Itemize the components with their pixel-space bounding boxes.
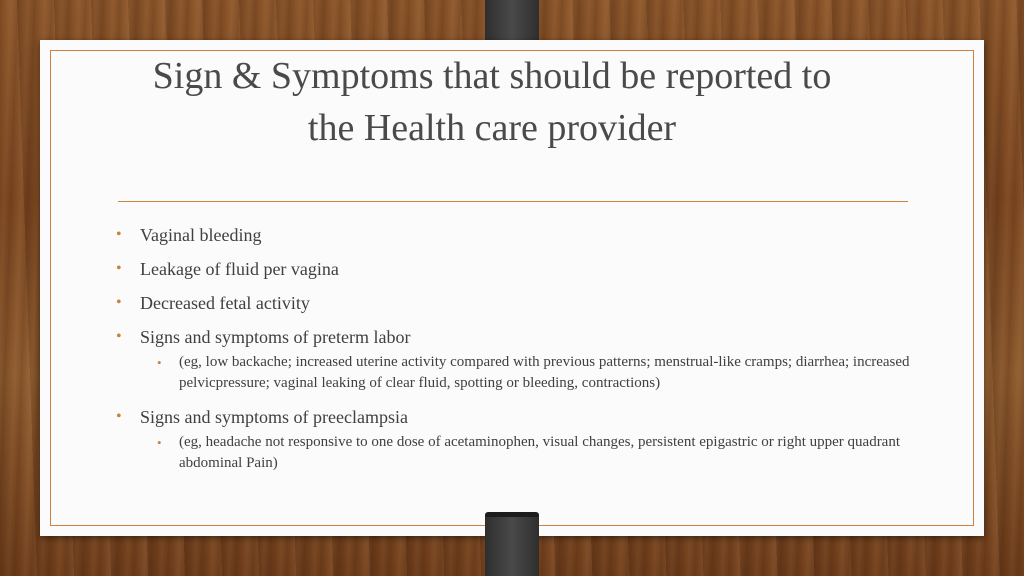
bullet-icon: • (157, 435, 162, 450)
bullet-icon: • (157, 355, 162, 370)
bullet-list (110, 212, 930, 474)
bullet-icon: • (116, 226, 122, 243)
title-line-1: Sign & Symptoms that should be reported to (152, 55, 832, 97)
list-item (110, 258, 930, 280)
list-item (110, 292, 930, 314)
bullet-icon: • (116, 328, 122, 345)
slide (40, 40, 984, 536)
title-line-2: the Health care provider (307, 107, 677, 149)
list-item-text: Decreased fetal activity (140, 293, 310, 313)
sub-list-item-text: (eg, headache not responsive to one dose of acetaminophen, visual changes, persistent epigastric or right upper quadrant abdominal Pain) (179, 434, 901, 471)
list-item (110, 224, 930, 246)
list-item-text: Signs and symptoms of preeclampsia (140, 407, 408, 427)
list-item-text: Leakage of fluid per vagina (140, 259, 339, 279)
bullet-icon: • (116, 408, 122, 425)
list-item (110, 326, 930, 394)
title-divider (118, 201, 908, 202)
list-item-text: Vaginal bleeding (140, 225, 262, 245)
list-item-text: Signs and symptoms of preterm labor (140, 327, 411, 347)
sub-list-item (140, 352, 930, 394)
list-item (110, 406, 930, 474)
sub-list-item (140, 432, 930, 474)
sub-list-item-text: (eg, low backache; increased uterine activity compared with previous patterns; menstrual-like cramps; diarrhea; increased pelvicpressure; vaginal leaking of clear fluid, spotting or bleeding, contractions) (179, 354, 910, 391)
slide-title (92, 50, 892, 154)
bullet-icon: • (116, 260, 122, 277)
binder-clip-bottom (485, 512, 539, 576)
bullet-icon: • (116, 294, 122, 311)
